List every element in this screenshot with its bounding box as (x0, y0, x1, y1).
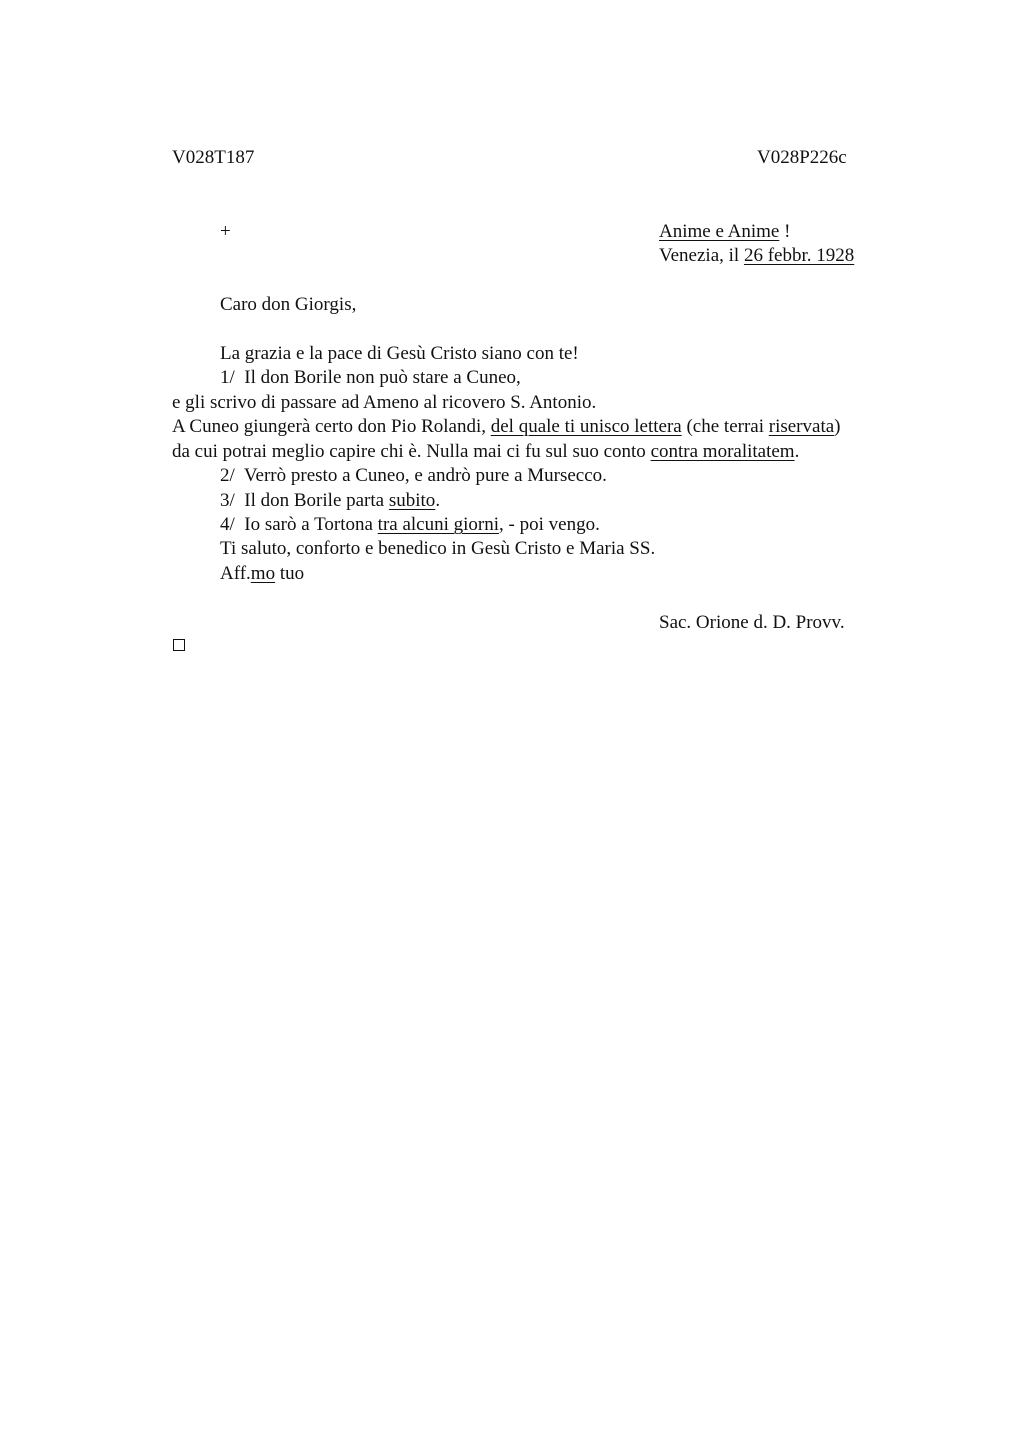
body-line-4-underline-2: riservata (768, 416, 835, 437)
document-code-right: V028P226c (757, 147, 847, 168)
body-line-4-text-3: ) (834, 416, 841, 437)
body-line-7-text: 3/ Il don Borile parta (220, 490, 389, 511)
body-line-5-underline: contra moralitatem (650, 441, 795, 462)
document-code-left: V028T187 (172, 147, 255, 168)
body-line-8-text: 4/ Io sarò a Tortona (220, 514, 378, 535)
checkbox-square-icon (173, 639, 185, 651)
closing (220, 562, 304, 586)
salutation: Caro don Giorgis, (220, 294, 357, 315)
body-line-4 (172, 415, 840, 439)
body-line-8-tail: , - poi vengo. (499, 514, 600, 535)
body-line-8-underline: tra alcuni giorni (377, 514, 500, 535)
body-line-3: e gli scrivo di passare ad Ameno al ricovero S. Antonio. (172, 392, 597, 413)
place-date (659, 244, 854, 268)
body-line-5-text: da cui potrai meglio capire chi è. Nulla mai ci fu sul suo conto (172, 441, 651, 462)
body-line-6: 2/ Verrò presto a Cuneo, e andrò pure a Mursecco. (220, 465, 607, 486)
motto-underlined: Anime e Anime (659, 221, 780, 242)
letter-date: 26 febbr. 1928 (743, 245, 855, 266)
body-line-1: La grazia e la pace di Gesù Cristo siano con te! (220, 343, 579, 364)
cross-mark: + (220, 221, 231, 242)
body-line-5 (172, 440, 799, 464)
body-line-9: Ti saluto, conforto e benedico in Gesù Cristo e Maria SS. (220, 538, 656, 559)
body-line-7-underline: subito (388, 490, 436, 511)
body-line-4-underline-1: del quale ti unisco lettera (490, 416, 682, 437)
body-line-4-text-2: (che terrai (681, 416, 769, 437)
body-line-5-period: . (794, 441, 800, 462)
place-prefix: Venezia, il (659, 245, 744, 266)
body-line-4-text: A Cuneo giungerà certo don Pio Rolandi, (172, 416, 491, 437)
motto (659, 220, 790, 244)
body-line-7-period: . (435, 490, 441, 511)
signature: Sac. Orione d. D. Provv. (659, 612, 845, 633)
motto-tail: ! (779, 221, 791, 242)
body-line-2: 1/ Il don Borile non può stare a Cuneo, (220, 367, 521, 388)
closing-text: Aff. (220, 563, 251, 584)
body-line-8 (220, 513, 600, 537)
closing-tail: tuo (275, 563, 305, 584)
body-line-7 (220, 489, 440, 513)
closing-underline: mo (250, 563, 276, 584)
